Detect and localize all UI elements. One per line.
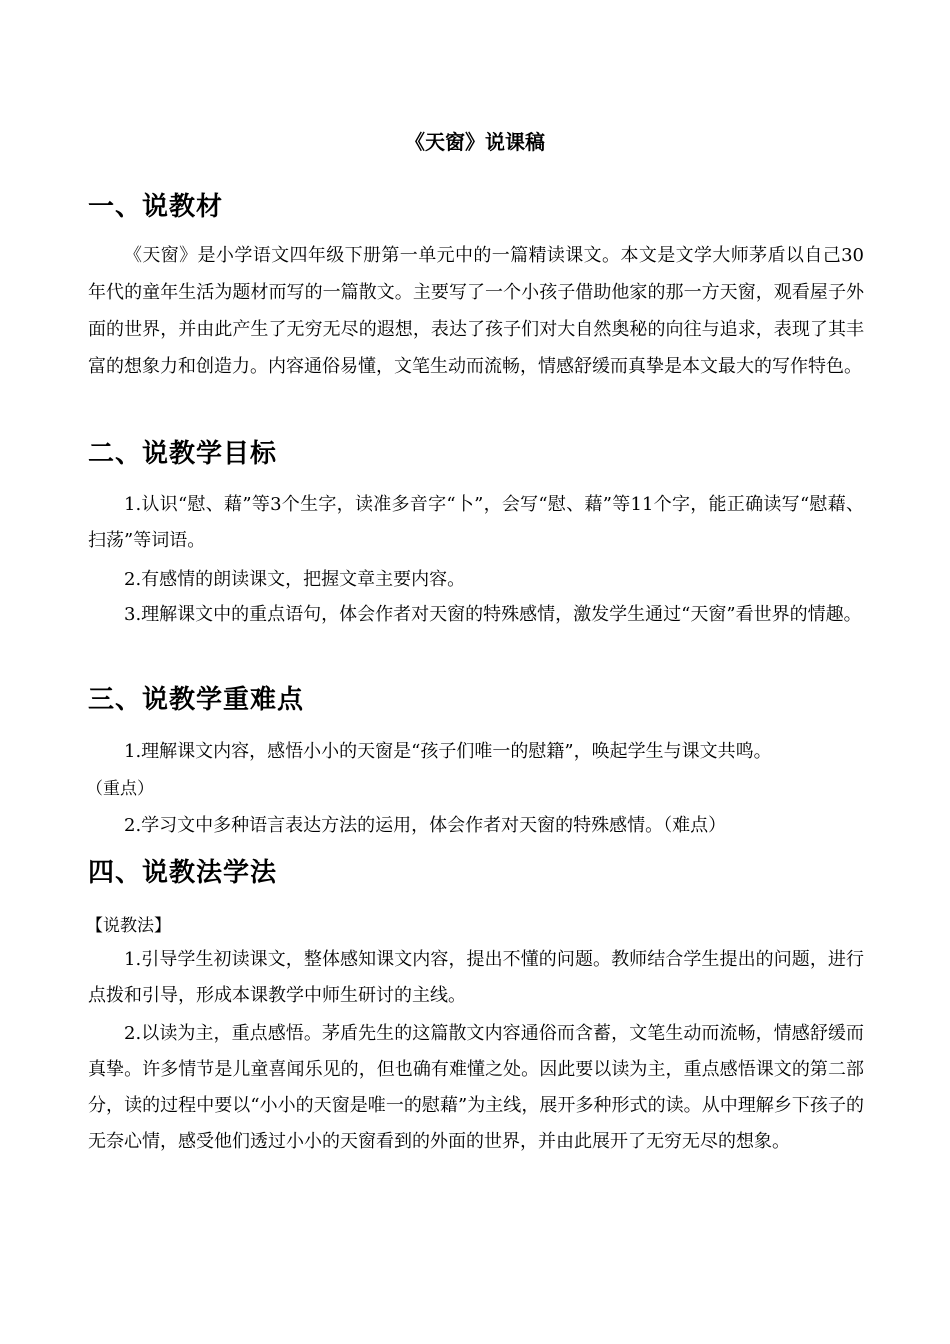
paragraph-goal-2: 2.有感情的朗读课文，把握文章主要内容。: [124, 569, 466, 590]
document-title: 《天窗》说课稿: [405, 130, 545, 154]
key-point-tag: （重点）: [86, 779, 154, 799]
section-heading-teaching-material: 一、说教材: [88, 192, 224, 222]
paragraph-teaching-material: 《天窗》是小学语文四年级下册第一单元中的一篇精读课文。本文是文学大师茅盾以自己30年代的童年生活为题材而写的一篇散文。主要写了一个小孩子借助他家的那一方天窗，观看屋子外面的世界，并由此产生了无穷无尽的遐想，表达了孩子们对大自然奥秘的向往与追求，表现了其丰富的想象力和创造力。内容通俗易懂，文笔生动而流畅，情感舒缓而真挚是本文最大的写作特色。: [88, 245, 864, 377]
paragraph-goal-3: 3.理解课文中的重点语句，体会作者对天窗的特殊感情，激发学生通过“天窗”看世界的情趣。: [124, 604, 862, 625]
paragraph-key-point-2: 2.学习文中多种语言表达方法的运用，体会作者对天窗的特殊感情。（难点）: [124, 815, 727, 836]
section-heading-methods: 四、说教法学法: [88, 858, 278, 888]
paragraph-key-point-1: 1.理解课文内容，感悟小小的天窗是“孩子们唯一的慰籍”，唤起学生与课文共鸣。: [124, 741, 772, 762]
section-heading-key-points: 三、说教学重难点: [88, 685, 305, 715]
teaching-method-label: 【说教法】: [86, 916, 171, 936]
section-heading-teaching-goals: 二、说教学目标: [88, 439, 278, 469]
paragraph-method-1: 1.引导学生初读课文，整体感知课文内容，提出不懂的问题。教师结合学生提出的问题，进行点拨和引导，形成本课教学中师生研讨的主线。: [88, 949, 864, 1006]
paragraph-method-2: 2.以读为主，重点感悟。茅盾先生的这篇散文内容通俗而含蓄，文笔生动而流畅，情感舒缓而真挚。许多情节是儿童喜闻乐见的，但也确有难懂之处。因此要以读为主，重点感悟课文的第二部分，读的过程中要以“小小的天窗是唯一的慰藉”为主线，展开多种形式的读。从中理解乡下孩子的无奈心情，感受他们透过小小的天窗看到的外面的世界，并由此展开了无穷无尽的想象。: [88, 1023, 864, 1152]
paragraph-goal-1: 1.认识“慰、藉”等3个生字，读准多音字“卜”，会写“慰、藉”等11个字，能正确读写“慰藉、扫荡”等词语。: [88, 494, 864, 551]
